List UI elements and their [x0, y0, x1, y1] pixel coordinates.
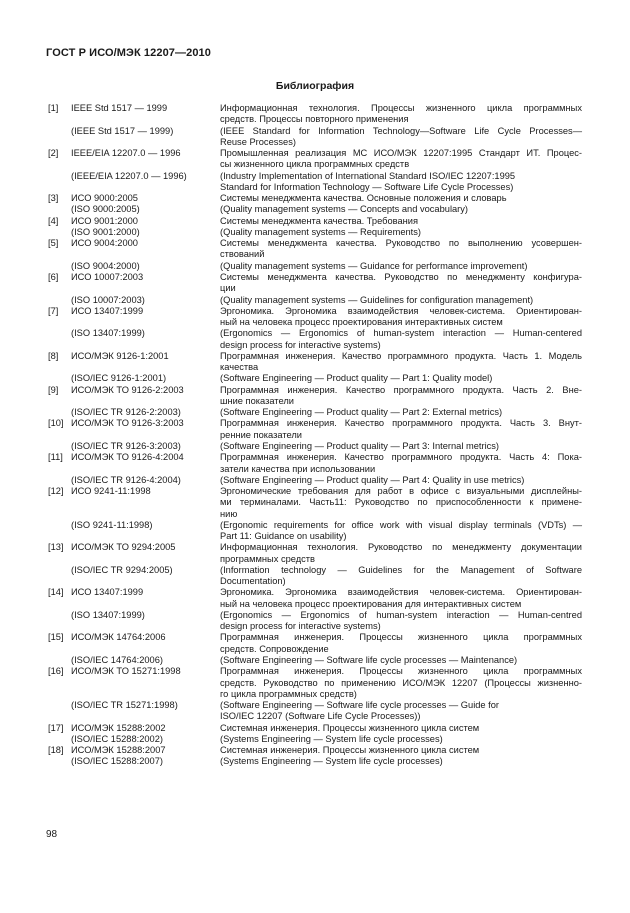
- standard-code: ИСО 9241-11:1998: [71, 486, 151, 497]
- standard-title: Информационная технология. Процессы жизненного цикла программных: [220, 103, 582, 113]
- standard-title: (Software Engineering — Software life cycle processes — Maintenance): [220, 655, 518, 666]
- entry-line: [0, 565, 630, 576]
- entry-line: [0, 148, 630, 159]
- standard-code: IEEE Std 1517 — 1999: [71, 103, 168, 113]
- standard-code: ИСО 10007:2003: [71, 271, 144, 282]
- standard-title: Программная инженерия. Процессы жизненного цикла программных: [220, 666, 582, 677]
- standard-title: программных средств: [220, 553, 315, 564]
- standard-code: (IEEE Std 1517 — 1999): [71, 125, 174, 136]
- entry-line: [0, 385, 630, 396]
- entry-line: [0, 542, 630, 553]
- standard-code: (ISO/IEC TR 15271:1998): [71, 700, 178, 711]
- standard-title: (Information technology — Guidelines for the Management of Software: [220, 564, 582, 575]
- standard-title: Эргономические требования для работ в офисе с визуальными дисплейны-: [220, 486, 582, 497]
- entry-line: [0, 632, 630, 643]
- bibliography-list: [0, 103, 630, 768]
- standard-title: го цикла программных средств): [220, 688, 357, 699]
- entry-number: [7]: [48, 305, 59, 316]
- entry-line: [0, 114, 630, 125]
- standard-title: (Quality management systems — Concepts and vocabulary): [220, 204, 469, 215]
- standard-title: (Ergonomics — Ergonomics of human-system interaction — Human-centered: [220, 328, 582, 339]
- standard-title: (Systems Engineering — System life cycle processes): [220, 756, 443, 767]
- standard-title: ствований: [220, 249, 265, 260]
- entry-line: [0, 599, 630, 610]
- bibliography-entry: [0, 193, 630, 216]
- entry-line: [0, 621, 630, 632]
- bibliography-entry: [0, 452, 630, 486]
- entry-number: [16]: [48, 666, 64, 677]
- standard-title: качества: [220, 362, 259, 373]
- standard-title: ции: [220, 283, 236, 294]
- standard-title: Standard for Information Technology — Software Life Cycle Processes): [220, 181, 514, 192]
- bibliography-entry: [0, 587, 630, 632]
- standard-title: ми терминалами. Часть11: Руководство по приспособленности к примене-: [220, 497, 582, 508]
- standard-code: ИСО 13407:1999: [71, 305, 144, 316]
- entry-line: [0, 328, 630, 339]
- entry-number: [13]: [48, 542, 64, 553]
- entry-number: [10]: [48, 418, 64, 429]
- standard-title: Программная инженерия. Качество программного продукта. Часть 4: Пока-: [220, 452, 582, 463]
- entry-line: [0, 475, 630, 486]
- standard-title: Reuse Processes): [220, 136, 296, 147]
- bibliography-entry: [0, 351, 630, 385]
- bibliography-entry: [0, 385, 630, 419]
- bibliography-entry: [0, 486, 630, 542]
- entry-line: [0, 711, 630, 722]
- bibliography-entry: [0, 306, 630, 351]
- entry-number: [6]: [48, 271, 59, 282]
- entry-line: [0, 306, 630, 317]
- entry-number: [11]: [48, 452, 63, 463]
- standard-code: (ISO 9004:2000): [71, 260, 140, 271]
- entry-number: [8]: [48, 350, 59, 361]
- standard-title: design process for interactive systems): [220, 621, 381, 632]
- entry-line: [0, 261, 630, 272]
- standard-title: (Software Engineering — Product quality — Part 2: External metrics): [220, 407, 503, 418]
- entry-line: [0, 531, 630, 542]
- entry-line: [0, 407, 630, 418]
- bibliography-entry: [0, 542, 630, 587]
- entry-line: [0, 644, 630, 655]
- bibliography-entry: [0, 418, 630, 452]
- entry-line: [0, 272, 630, 283]
- entry-line: [0, 418, 630, 429]
- entry-line: [0, 587, 630, 598]
- standard-title: нию: [220, 508, 238, 519]
- entry-line: [0, 295, 630, 306]
- entry-line: [0, 497, 630, 508]
- standard-title: (Systems Engineering — System life cycle processes): [220, 733, 443, 744]
- standard-code: ИСО 9001:2000: [71, 215, 138, 226]
- bibliography-entry: [0, 216, 630, 239]
- entry-line: [0, 216, 630, 227]
- standard-title: (Software Engineering — Product quality — Part 4: Quality in use metrics): [220, 474, 525, 485]
- standard-title: (Quality management systems — Guidance for performance improvement): [220, 260, 528, 271]
- entry-line: [0, 373, 630, 384]
- standard-code: (ISO 10007:2003): [71, 294, 145, 305]
- bibliography-title: Библиография: [275, 80, 355, 92]
- entry-line: [0, 452, 630, 463]
- standard-title: ISO/IEC 12207 (Software Life Cycle Processes)): [220, 711, 421, 722]
- page-number: 98: [46, 829, 58, 840]
- standard-code: (ISO/IEC 9126-1:2001): [71, 373, 167, 384]
- standard-title: Эргономика. Эргономика взаимодействия человек-система. Ориентирован-: [220, 305, 582, 316]
- standard-title: средств. Процессы повторного применения: [220, 114, 409, 125]
- standard-title: затели качества при использовании: [220, 463, 376, 474]
- standard-code: ИСО/МЭК ТО 9126-3:2003: [71, 418, 184, 429]
- standard-title: ный на человека процесс проектирования для интерактивных систем: [220, 598, 522, 609]
- entry-number: [17]: [48, 722, 64, 733]
- standard-code: (ISO/IEC 14764:2006): [71, 655, 163, 666]
- entry-number: [18]: [48, 745, 64, 756]
- standard-code: (ISO/IEC TR 9126-4:2004): [71, 474, 181, 485]
- standard-title: (Ergonomics — Ergonomics of human-system interaction — Human-centred: [220, 609, 582, 620]
- entry-line: [0, 486, 630, 497]
- standard-title: (Software Engineering — Product quality — Part 3: Internal metrics): [220, 440, 500, 451]
- entry-line: [0, 193, 630, 204]
- entry-number: [5]: [48, 238, 59, 249]
- standard-title: Part 11: Guidance on usability): [220, 531, 347, 542]
- entry-line: [0, 126, 630, 137]
- entry-line: [0, 441, 630, 452]
- standard-title: (Software Engineering — Software life cycle processes — Guide for: [220, 700, 500, 711]
- standard-code: ИСО/МЭК 9126-1:2001: [71, 350, 169, 361]
- entry-line: [0, 678, 630, 689]
- entry-line: [0, 666, 630, 677]
- standard-title: Системы менеджмента качества. Требования: [220, 215, 419, 226]
- page-header: ГОСТ Р ИСО/МЭК 12207—2010: [46, 47, 211, 59]
- entry-line: [0, 283, 630, 294]
- standard-code: (ISO/IEC TR 9294:2005): [71, 564, 173, 575]
- entry-number: [15]: [48, 632, 64, 643]
- entry-number: [1]: [48, 103, 59, 113]
- standard-title: Программная инженерия. Качество программного продукта. Часть 3. Внут-: [220, 418, 582, 429]
- entry-line: [0, 171, 630, 182]
- standard-code: (ISO/IEC 15288:2002): [71, 733, 163, 744]
- entry-number: [12]: [48, 486, 64, 497]
- bibliography-entry: [0, 238, 630, 272]
- standard-title: Системы менеджмента качества. Руководство по менеджменту конфигура-: [220, 271, 582, 282]
- standard-code: (ISO/IEC TR 9126-2:2003): [71, 407, 181, 418]
- entry-line: [0, 745, 630, 756]
- bibliography-entry: [0, 272, 630, 306]
- entry-line: [0, 610, 630, 621]
- standard-code: ИСО/МЭК 15288:2002: [71, 722, 166, 733]
- bibliography-entry: [0, 666, 630, 722]
- standard-title: (Quality management systems — Guidelines for configuration management): [220, 294, 534, 305]
- standard-title: средств. Руководство по применению ИСО/МЭК 12207 (Процессы жизненно-: [220, 677, 582, 688]
- entry-line: [0, 700, 630, 711]
- entry-line: [0, 520, 630, 531]
- entry-line: [0, 396, 630, 407]
- entry-line: [0, 103, 630, 114]
- entry-line: [0, 464, 630, 475]
- bibliography-entry: [0, 103, 630, 148]
- entry-line: [0, 249, 630, 260]
- standard-code: IEEE/EIA 12207.0 — 1996: [71, 148, 181, 159]
- entry-line: [0, 351, 630, 362]
- entry-line: [0, 689, 630, 700]
- standard-code: (ISO 9000:2005): [71, 204, 140, 215]
- standard-title: (Quality management systems — Requirements): [220, 226, 421, 237]
- standard-title: (Ergonomic requirements for office work with visual display terminals (VDTs) —: [220, 519, 582, 530]
- standard-title: (Software Engineering — Product quality — Part 1: Quality model): [220, 373, 493, 384]
- standard-code: ИСО 9000:2005: [71, 193, 138, 204]
- standard-code: (ISO/IEC TR 9126-3:2003): [71, 440, 181, 451]
- standard-title: Системная инженерия. Процессы жизненного цикла систем: [220, 745, 480, 756]
- entry-line: [0, 554, 630, 565]
- standard-title: Documentation): [220, 576, 286, 587]
- standard-code: ИСО/МЭК 14764:2006: [71, 632, 166, 643]
- standard-title: (Industry Implementation of International Standard ISO/IEC 12207:1995: [220, 170, 516, 181]
- entry-line: [0, 734, 630, 745]
- standard-title: Программная инженерия. Процессы жизненного цикла программных: [220, 632, 582, 643]
- standard-title: Информационная технология. Руководство по менеджменту документации: [220, 542, 582, 553]
- entry-number: [14]: [48, 587, 64, 598]
- bibliography-entry: [0, 632, 630, 666]
- bibliography-entry: [0, 723, 630, 746]
- entry-line: [0, 655, 630, 666]
- standard-title: design process for interactive systems): [220, 339, 381, 350]
- standard-code: (IEEE/EIA 12207.0 — 1996): [71, 170, 187, 181]
- entry-line: [0, 137, 630, 148]
- standard-code: (ISO 9241-11:1998): [71, 519, 153, 530]
- standard-code: (ISO 13407:1999): [71, 609, 145, 620]
- entry-number: [2]: [48, 148, 59, 159]
- standard-title: средств. Сопровождение: [220, 643, 329, 654]
- entry-line: [0, 362, 630, 373]
- standard-title: Системы менеджмента качества. Основные положения и словарь: [220, 193, 507, 204]
- standard-title: (IEEE Standard for Information Technology—Software Life Cycle Processes—: [220, 125, 582, 136]
- standard-code: ИСО/МЭК ТО 15271:1998: [71, 666, 181, 677]
- entry-number: [4]: [48, 215, 59, 226]
- entry-number: [3]: [48, 193, 59, 204]
- standard-title: сы жизненного цикла программных средств: [220, 159, 410, 170]
- entry-line: [0, 159, 630, 170]
- entry-line: [0, 340, 630, 351]
- standard-title: Программная инженерия. Качество программного продукта. Часть 1. Модель: [220, 350, 582, 361]
- standard-code: ИСО/МЭК 15288:2007: [71, 745, 166, 756]
- entry-line: [0, 182, 630, 193]
- standard-title: Промышленная реализация МС ИСО/МЭК 12207:1995 Стандарт ИТ. Процес-: [220, 148, 582, 159]
- standard-code: ИСО/МЭК ТО 9126-2:2003: [71, 384, 184, 395]
- standard-code: ИСО/МЭК ТО 9126-4:2004: [71, 452, 184, 463]
- standard-code: (ISO/IEC 15288:2007): [71, 756, 163, 767]
- entry-line: [0, 430, 630, 441]
- entry-line: [0, 317, 630, 328]
- standard-code: (ISO 13407:1999): [71, 328, 145, 339]
- standard-code: ИСО/МЭК ТО 9294:2005: [71, 542, 176, 553]
- standard-title: Системная инженерия. Процессы жизненного цикла систем: [220, 722, 480, 733]
- entry-line: [0, 509, 630, 520]
- standard-title: Системы менеджмента качества. Руководство по выполнению усовершен-: [220, 238, 582, 249]
- standard-title: шние показатели: [220, 395, 294, 406]
- standard-code: ИСО 9004:2000: [71, 238, 138, 249]
- entry-number: [9]: [48, 384, 59, 395]
- entry-line: [0, 227, 630, 238]
- standard-code: (ISO 9001:2000): [71, 226, 140, 237]
- standard-title: ный на человека процесс проектирования интерактивных систем: [220, 317, 503, 328]
- standard-title: Эргономика. Эргономика взаимодействия человек-система. Ориентирован-: [220, 587, 582, 598]
- standard-title: Программная инженерия. Качество программного продукта. Часть 2. Вне-: [220, 384, 582, 395]
- bibliography-entry: [0, 745, 630, 768]
- standard-code: ИСО 13407:1999: [71, 587, 144, 598]
- entry-line: [0, 723, 630, 734]
- entry-line: [0, 576, 630, 587]
- entry-line: [0, 756, 630, 767]
- entry-line: [0, 238, 630, 249]
- bibliography-entry: [0, 148, 630, 193]
- standard-title: ренние показатели: [220, 429, 302, 440]
- entry-line: [0, 204, 630, 215]
